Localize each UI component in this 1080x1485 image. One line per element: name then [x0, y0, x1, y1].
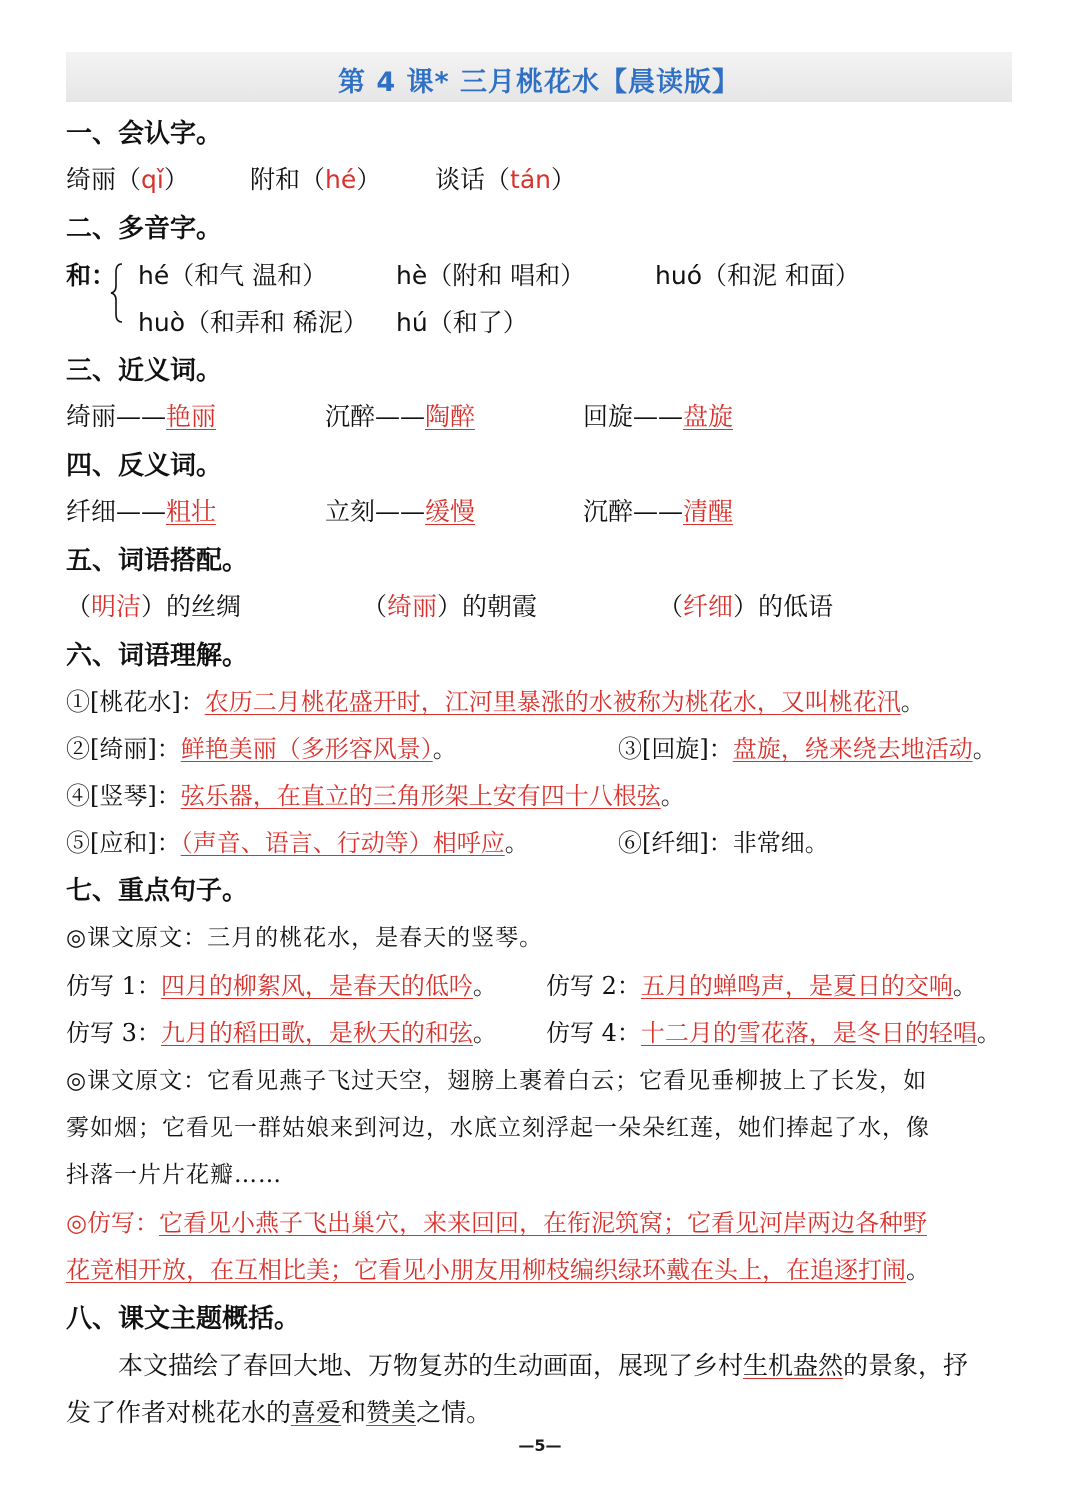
- word: 谈话: [435, 165, 486, 194]
- imitation-label: ◎仿写：: [66, 1209, 159, 1237]
- answer: 清醒: [683, 497, 734, 526]
- pinyin: tán: [510, 165, 551, 194]
- answer: 九月的稻田歌，是秋天的和弦: [160, 1019, 473, 1047]
- answer: 鲜艳美丽（多形容风景）: [180, 735, 433, 763]
- original-passage-line-1: ◎课文原文：它看见燕子飞过天空，翅膀上裹着白云；它看见垂柳披上了长发，如: [66, 1068, 928, 1094]
- section-8-heading: 八、课文主题概括。: [66, 1304, 301, 1334]
- recognize-item-2: 附和（hé）: [250, 165, 382, 194]
- answer: 绮丽: [387, 592, 438, 621]
- answer: 花竞相开放，在互相比美；它看见小朋友用柳枝编织绿环戴在头上，在追逐打闹: [66, 1256, 906, 1284]
- answer: 纤细: [683, 592, 734, 621]
- keyword: 生机盎然: [743, 1351, 844, 1380]
- synonym-pair: 回旋——盘旋: [583, 402, 734, 431]
- definition-2: ②[绮丽]：鲜艳美丽（多形容风景）。: [66, 735, 457, 763]
- answer: 农历二月桃花盛开时，江河里暴涨的水被称为桃花水，又叫桃花汛: [204, 688, 901, 716]
- recognize-item-3: 谈话（tán）: [435, 165, 577, 194]
- reading-he2: hé（和气 温和）: [138, 261, 328, 290]
- imitation-passage-line-1: [66, 1203, 927, 1238]
- word: 附和: [250, 165, 301, 194]
- reading-huo4: huò（和弄和 稀泥）: [138, 308, 368, 337]
- section-2-heading: 二、多音字。: [66, 214, 223, 244]
- answer: 它看见小燕子飞出巢穴，来来回回，在衔泥筑窝；它看见河岸两边各种野: [158, 1209, 927, 1237]
- definition-4: ④[竖琴]：弦乐器，在直立的三角形架上安有四十八根弦。: [66, 782, 685, 810]
- answer: 弦乐器，在直立的三角形架上安有四十八根弦: [180, 782, 661, 810]
- answer: 明洁: [91, 592, 142, 621]
- recognize-item-1: 绮丽（qǐ）: [66, 165, 189, 194]
- answer: 陶醉: [425, 402, 476, 431]
- original-sentence-1: ◎课文原文：三月的桃花水，是春天的竖琴。: [66, 925, 544, 951]
- definition-6: ⑥[纤细]：非常细。: [618, 829, 829, 857]
- collocation-item: （明洁）的丝绸: [66, 592, 242, 621]
- imitation-2: 仿写 2：五月的蝉鸣声，是夏日的交响。: [546, 972, 977, 1000]
- brace-icon: [110, 262, 128, 324]
- original-passage-line-3: 抖落一片片花瓣……: [66, 1162, 282, 1188]
- section-3-heading: 三、近义词。: [66, 356, 223, 386]
- answer: 十二月的雪花落，是冬日的轻唱: [640, 1019, 977, 1047]
- word: 绮丽: [66, 165, 117, 194]
- answer: 四月的柳絮风，是春天的低吟: [160, 972, 473, 1000]
- answer: 缓慢: [425, 497, 476, 526]
- definition-3: ③[回旋]：盘旋，绕来绕去地活动。: [618, 735, 997, 763]
- antonym-pair: 立刻——缓慢: [325, 497, 476, 526]
- antonym-pair: 沉醉——清醒: [583, 497, 734, 526]
- answer: 粗壮: [166, 497, 217, 526]
- synonym-pair: 绮丽——艳丽: [66, 402, 217, 431]
- answer: （声音、语言、行动等）相呼应: [180, 829, 505, 857]
- antonym-pair: 纤细——粗壮: [66, 497, 217, 526]
- pinyin: qǐ: [141, 165, 164, 194]
- pinyin: hé: [325, 165, 357, 194]
- reading-huo2: huó（和泥 和面）: [655, 261, 860, 290]
- section-4-heading: 四、反义词。: [66, 451, 223, 481]
- keyword: 赞美: [366, 1398, 417, 1427]
- answer: 五月的蝉鸣声，是夏日的交响: [640, 972, 953, 1000]
- original-passage-line-2: 雾如烟；它看见一群姑娘来到河边，水底立刻浮起一朵朵红莲，她们捧起了水，像: [66, 1115, 930, 1141]
- imitation-3: 仿写 3：九月的稻田歌，是秋天的和弦。: [66, 1019, 497, 1047]
- definition-1: ①[桃花水]：农历二月桃花盛开时，江河里暴涨的水被称为桃花水，又叫桃花汛。: [66, 688, 925, 716]
- section-5-heading: 五、词语搭配。: [66, 546, 249, 576]
- collocation-item: （绮丽）的朝霞: [362, 592, 538, 621]
- reading-hu2: hú（和了）: [396, 308, 528, 337]
- section-1-heading: 一、会认字。: [66, 119, 223, 149]
- answer: 艳丽: [166, 402, 217, 431]
- polyphone-char: 和：: [66, 261, 117, 290]
- section-6-heading: 六、词语理解。: [66, 641, 249, 671]
- title-bar: [66, 52, 1012, 102]
- theme-summary-line-1: 本文描绘了春回大地、万物复苏的生动画面，展现了乡村生机盎然的景象，抒: [118, 1351, 969, 1380]
- page-title: 第 4 课* 三月桃花水【晨读版】: [337, 67, 741, 98]
- section-7-heading: 七、重点句子。: [66, 876, 249, 906]
- imitation-1: 仿写 1：四月的柳絮风，是春天的低吟。: [66, 972, 497, 1000]
- synonym-pair: 沉醉——陶醉: [325, 402, 476, 431]
- keyword: 喜爱: [291, 1398, 342, 1427]
- imitation-passage-line-2: 花竞相开放，在互相比美；它看见小朋友用柳枝编织绿环戴在头上，在追逐打闹。: [66, 1256, 930, 1284]
- reading-he4: hè（附和 唱和）: [396, 261, 586, 290]
- theme-summary-line-2: 发了作者对桃花水的喜爱和赞美之情。: [66, 1398, 492, 1427]
- answer: 盘旋，绕来绕去地活动: [732, 735, 973, 763]
- answer: 盘旋: [683, 402, 734, 431]
- definition-5: ⑤[应和]：（声音、语言、行动等）相呼应。: [66, 829, 529, 857]
- collocation-item: （纤细）的低语: [658, 592, 834, 621]
- imitation-4: 仿写 4：十二月的雪花落，是冬日的轻唱。: [546, 1019, 1001, 1047]
- page-number: —5—: [518, 1436, 562, 1455]
